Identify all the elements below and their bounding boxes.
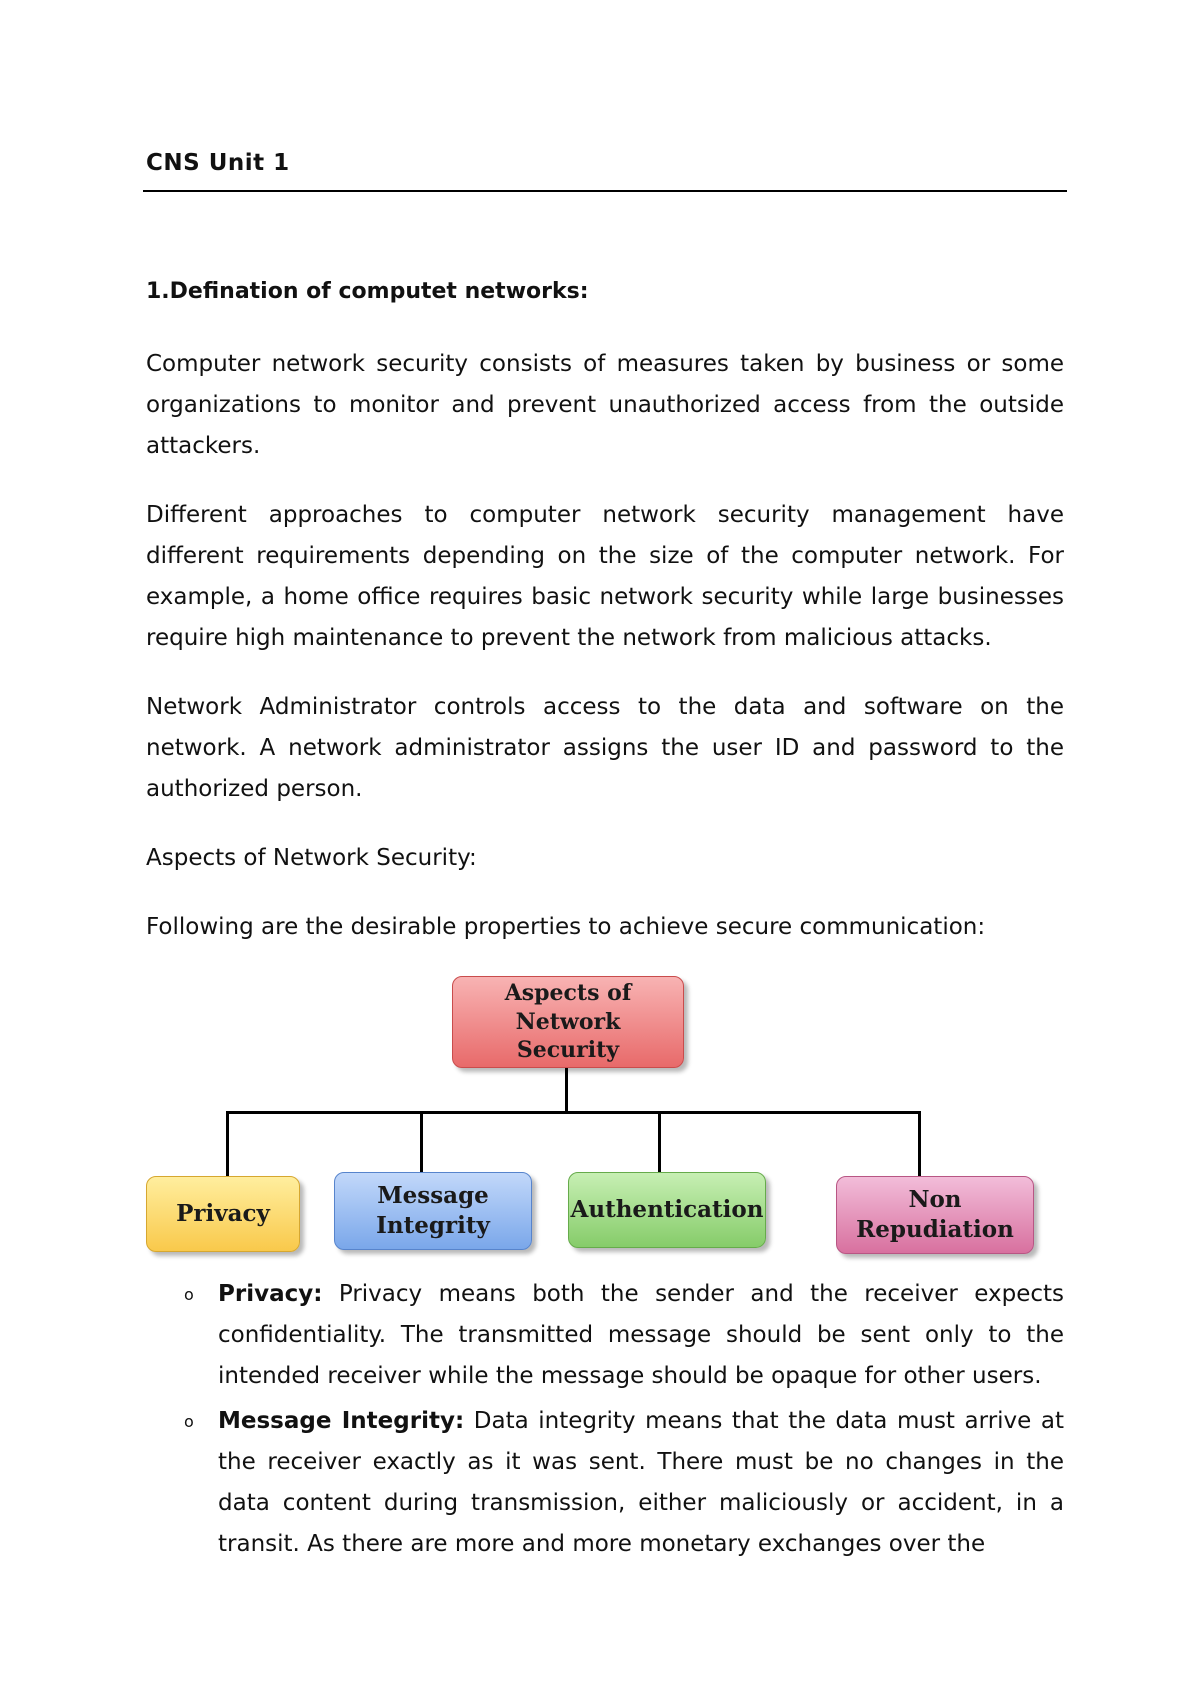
page-header-title: CNS Unit 1 xyxy=(146,150,290,176)
connector-horizontal xyxy=(226,1111,921,1114)
authentication-label: Authentication xyxy=(570,1196,764,1224)
bullet-term: Message Integrity: xyxy=(218,1408,465,1434)
bullet-term: Privacy: xyxy=(218,1281,323,1307)
paragraph-following: Following are the desirable properties to achieve secure communication: xyxy=(146,914,986,940)
privacy-label: Privacy xyxy=(176,1200,270,1228)
nonrep-label-line2: Repudiation xyxy=(856,1216,1014,1243)
bullet-description: Data integrity means that the data must arrive at the receiver exactly as it was sent. There must be no changes in the data content during transmission, either maliciously or accident, in a transit. As there are more and more monetary exchanges over the xyxy=(218,1408,1065,1557)
diagram-root-node xyxy=(452,976,684,1068)
diagram-node-authentication xyxy=(568,1172,766,1248)
connector-privacy xyxy=(226,1111,229,1177)
main-content xyxy=(146,272,1064,1569)
bullet-marker: o xyxy=(184,1412,194,1431)
root-label-line2: Security xyxy=(516,1037,620,1064)
section-title: 1.Defination of computet networks: xyxy=(146,279,589,304)
connector-integrity xyxy=(420,1111,423,1173)
bullet-text-privacy xyxy=(218,1274,1064,1397)
integrity-label-line2: Integrity xyxy=(376,1212,490,1239)
bullet-marker: o xyxy=(184,1285,194,1304)
root-label-line1: Aspects of Network xyxy=(504,980,632,1035)
diagram-node-non-repudiation xyxy=(836,1176,1034,1254)
aspects-diagram xyxy=(146,976,1064,1268)
paragraph-3: Network Administrator controls access to the data and software on the network. A network administrator assigns the user ID and password to the authorized person. xyxy=(146,694,1064,802)
aspects-bullet-list xyxy=(146,1274,1064,1565)
header-divider xyxy=(143,190,1067,192)
connector-authentication xyxy=(658,1111,661,1173)
integrity-label-line1: Message xyxy=(377,1182,489,1210)
bullet-description: Privacy means both the sender and the receiver expects confidentiality. The transmitted message should be sent only to the intended receiver while the message should be opaque for other users. xyxy=(218,1281,1064,1389)
diagram-node-privacy xyxy=(146,1176,300,1252)
diagram-node-message-integrity xyxy=(334,1172,532,1250)
connector-root-stem xyxy=(565,1066,568,1112)
paragraph-1: Computer network security consists of measures taken by business or some organizations to monitor and prevent unauthorized access from the outside attackers. xyxy=(146,351,1064,459)
list-item xyxy=(146,1401,1064,1565)
paragraph-2: Different approaches to computer network security management have different requirements depending on the size of the computer network. For example, a home office requires basic network security while large businesses require high maintenance to prevent the network from malicious attacks. xyxy=(146,502,1064,651)
list-item xyxy=(146,1274,1064,1397)
connector-non-repudiation xyxy=(918,1111,921,1177)
paragraph-aspects-heading: Aspects of Network Security: xyxy=(146,845,477,871)
bullet-text-message-integrity xyxy=(218,1401,1064,1565)
nonrep-label-line1: Non xyxy=(908,1186,962,1214)
